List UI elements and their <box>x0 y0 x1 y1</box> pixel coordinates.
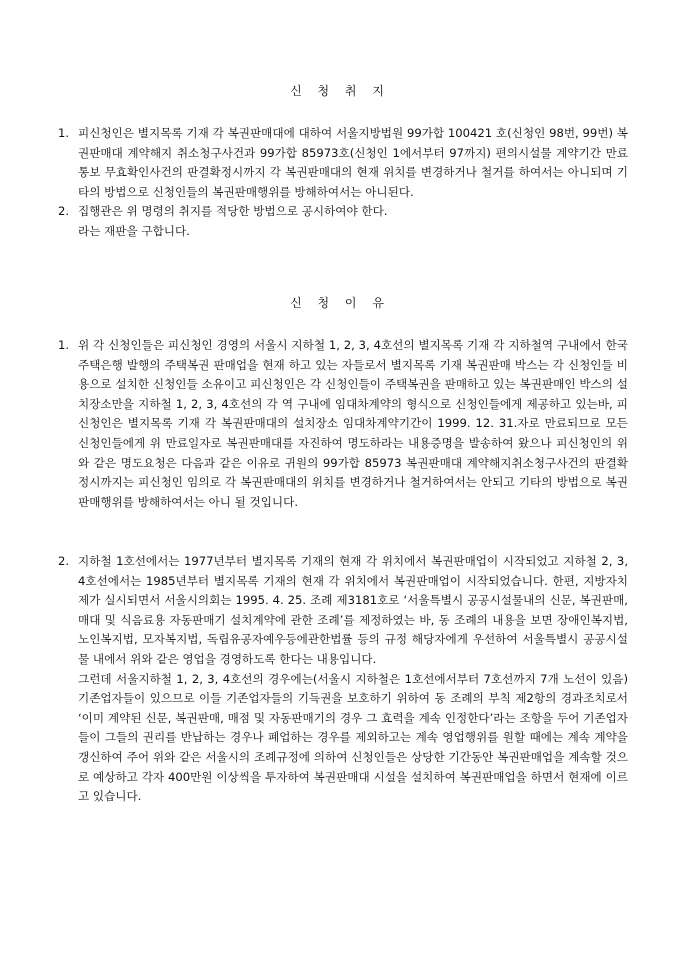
section-heading-reasons: 신 청 이 유 <box>290 296 390 310</box>
item-number: 2. <box>58 204 70 219</box>
item-paragraph-1: 지하철 1호선에서는 1977년부터 별지목록 기재의 현재 각 위치에서 복권판매업이 시작되었고 지하철 2, 3, 4호선에서는 1985년부터 별지목록 기재의 현재 각 위치에서 복권판매업이 시작되었습니다. 한편, 지방자치제가 실시되면서 서울시의회는 1995. 4. 25. 조례 제3181호로 ‘서울특별시 공공시설물내의 신문, 복권판매, 매대 및 식음료용 자동판매기 설치계약에 관한 조례’를 제정하였는 바, 동 조례의 내용을 보면 장애인복지법, 노인복지법, 모자복지법, 독립유공자예우등에관한법률 등의 규정 해당자에게 우선하여 서울특별시 공공시설물 내에서 위와 같은 영업을 경영하도록 한다는 내용입니다. <box>78 554 628 666</box>
item-paragraph-2: 그런데 서울지하철 1, 2, 3, 4호선의 경우에는(서울시 지하철은 1호선에서부터 7호선까지 7개 노선이 있음) 기존업자들이 있으므로 이들 기존업자들의 기득권을 보호하기 위하여 동 조례의 부칙 제2항의 경과조치로서 ‘이미 계약된 신문, 복권판매, 매점 및 자동판매기의 경우 그 효력을 계속 인정한다’라는 조항을 두어 기존업자들이 그들의 권리를 반납하는 경우나 폐업하는 경우를 제외하고는 계속 영업행위를 원할 때에는 계속 계약을 갱신하여 주어 위와 같은 서울시의 조례규정에 의하여 신청인들은 상당한 기간동안 복권판매업을 계속할 것으로 예상하고 각자 400만원 이상씩을 투자하여 복권판매대 시설을 설치하여 복권판매업을 하면서 현재에 이르고 있습니다. <box>78 671 628 804</box>
item-text: 피신청인은 별지목록 기재 각 복권판매대에 대하여 서울지방법원 99가합 100421 호(신청인 98번, 99번) 복권판매대 계약해지 취소청구사건과 99가합 85973호(신청인 1에서부터 97까지) 편의시설물 계약기간 만료 통보 무효확인사건의 판결확정시까지 각 복권판매대의 현재 위치를 변경하거나 철거를 하여서는 아니되며 기타의 방법으로 신청인들의 복권판매행위를 방해하여서는 아니된다. <box>78 126 628 199</box>
item-number: 2. <box>58 554 70 568</box>
item-number: 1. <box>58 338 70 352</box>
item-number: 1. <box>58 126 70 140</box>
purpose-items <box>58 124 628 242</box>
reason-item-1 <box>58 336 628 512</box>
item-text: 위 각 신청인들은 피신청인 경영의 서울시 지하철 1, 2, 3, 4호선의 별지목록 기재 각 지하철역 구내에서 한국주택은행 발행의 주택복권 판매업을 현재 하고 있는 자들로서 별지목록 기재 복권판매 박스는 각 신청인들 비용으로 설치한 신청인들 소유이고 피신청인은 각 신청인들이 주택복권을 판매하고 있는 복권판매인 박스의 설치장소만을 지하철 1, 2, 3, 4호선의 각 역 구내에 임대차계약의 형식으로 신청인들에게 제공하고 있는바, 피신청인은 별지목록 기재 각 복권판매대의 설치장소 임대차계약기간이 1999. 12. 31.자로 만료되므로 모든 신청인들에게 위 만료일자로 복권판매대를 자진하여 명도하라는 내용증명을 발송하여 왔으나 피신청인의 위와 같은 명도요청은 다음과 같은 이유로 귀원의 99가합 85973 복권판매대 계약해지취소청구사건의 판결확정시까지는 피신청인 임의로 각 복권판매대의 위치를 변경하거나 철거하여서는 안되고 기타의 방법으로 복권판매행위를 방해하여서는 아니 될 것입니다. <box>78 338 628 509</box>
purpose-item-1 <box>58 124 628 202</box>
purpose-closing: 라는 재판을 구합니다. <box>78 223 190 238</box>
reason-item-2 <box>58 552 628 807</box>
purpose-item-2 <box>58 202 628 222</box>
section-heading-purpose: 신 청 취 지 <box>290 84 390 98</box>
item-text: 집행관은 위 명령의 취지를 적당한 방법으로 공시하여야 한다. <box>78 204 388 219</box>
